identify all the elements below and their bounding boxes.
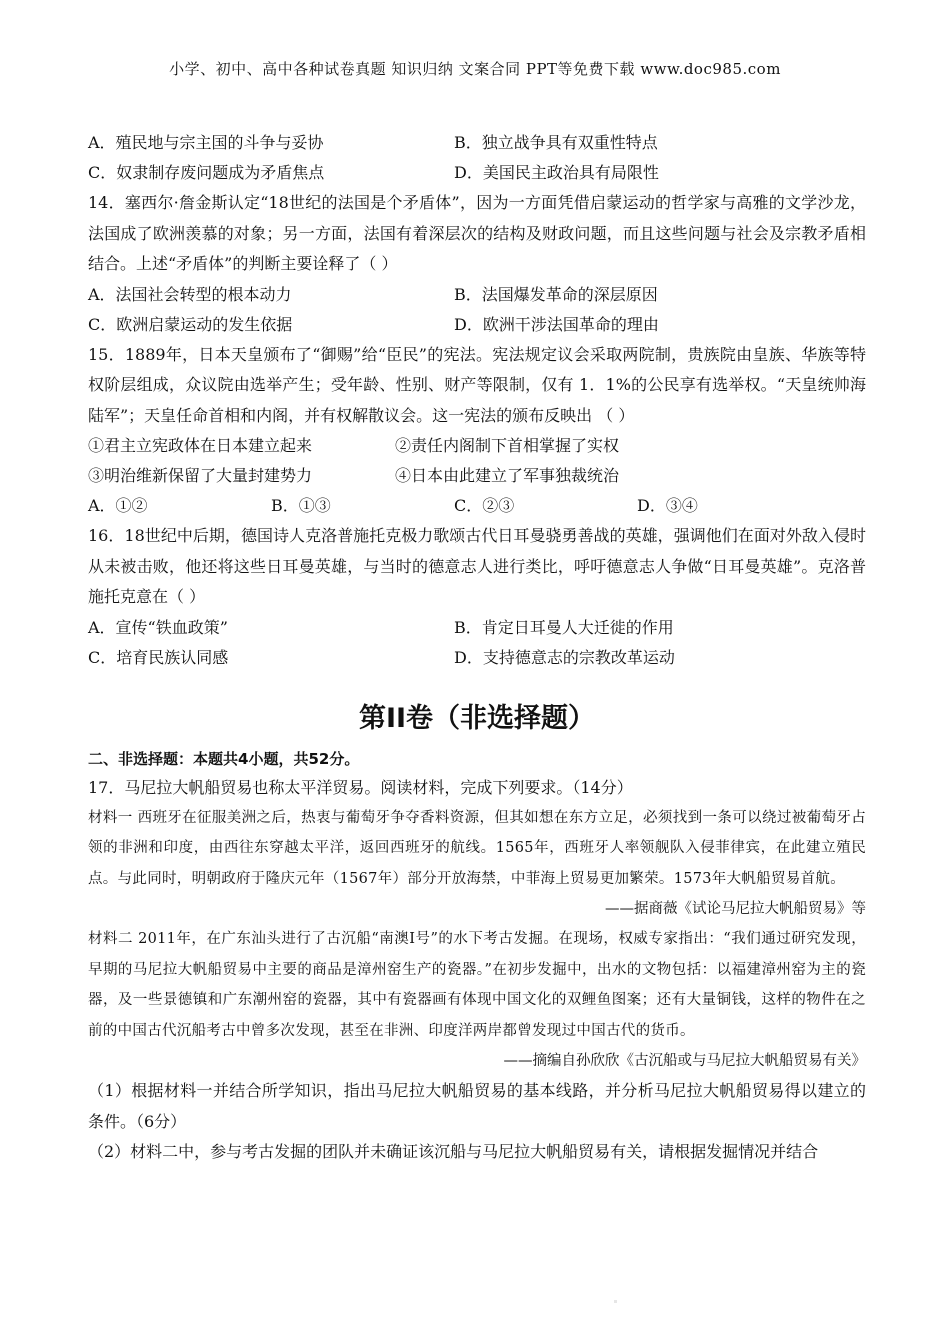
q16-options-row-1: [88, 613, 866, 643]
q17-subquestion-2: （2）材料二中，参与考古发掘的团队并未确证该沉船与马尼拉大帆船贸易有关，请根据发掘情况并结合: [88, 1142, 819, 1161]
q15-option-d[interactable]: D．③④: [637, 496, 698, 515]
q16-options-row-2: [88, 643, 866, 673]
q15-statement-4: ④日本由此建立了军事独裁统治: [395, 466, 620, 485]
q15-statements-row-1: [88, 431, 866, 461]
q14-option-b[interactable]: B．法国爆发革命的深层原因: [454, 284, 658, 304]
q13-option-a[interactable]: A．殖民地与宗主国的斗争与妥协: [88, 133, 324, 152]
q16-option-b[interactable]: B．肯定日耳曼人大迁徙的作用: [454, 617, 674, 637]
q17-source-1: ——据商薇《试论马尼拉大帆船贸易》等: [605, 901, 866, 917]
q15-statement-2: ②责任内阁制下首相掌握了实权: [395, 436, 620, 455]
q15-statement-3: ③明治维新保留了大量封建势力: [88, 466, 313, 485]
q15-option-c[interactable]: C．②③: [454, 496, 515, 515]
q15-statement-1: ①君主立宪政体在日本建立起来: [88, 436, 313, 455]
q13-option-d[interactable]: D．美国民主政治具有局限性: [454, 163, 659, 182]
q15-option-a[interactable]: A．①②: [88, 496, 148, 515]
q15-stem: 15．1889年，日本天皇颁布了“御赐”给“臣民”的宪法。宪法规定议会采取两院制，贵族院由皇族、华族等特权阶层组成，众议院由选举产生；受年龄、性别、财产等限制，仅有 1．1%的公民享有选举权。“天皇统帅海陆军”；天皇任命首相和内阁，并有权解散议会。这一宪法的颁布反映出 （ ）: [88, 344, 866, 425]
q15-options: [88, 491, 866, 521]
q15-option-b[interactable]: B．①③: [271, 496, 331, 515]
q16-stem: 16．18世纪中后期，德国诗人克洛普施托克极力歌颂古代日耳曼骁勇善战的英雄，强调他们在面对外敌入侵时从未被击败，他还将这些日耳曼英雄，与当时的德意志人进行类比，呼吁德意志人争做“日耳曼英雄”。克洛普施托克意在（ ）: [88, 526, 866, 606]
q13-options-row-1: [88, 128, 866, 158]
q14-options-row-1: [88, 280, 866, 310]
q16-option-d[interactable]: D．支持德意志的宗教改革运动: [454, 647, 675, 667]
q17-source-2: ——摘编自孙欣欣《古沉船或与马尼拉大帆船贸易有关》: [503, 1053, 866, 1069]
q14-stem: 14．塞西尔·詹金斯认定“18世纪的法国是个矛盾体”，因为一方面凭借启蒙运动的哲学家与高雅的文学沙龙，法国成了欧洲羡慕的对象；另一方面，法国有着深层次的结构及财政问题，而且这些问题与社会及宗教矛盾相结合。上述“矛盾体”的判断主要诠释了（ ）: [88, 193, 866, 273]
q16-option-c[interactable]: C．培育民族认同感: [88, 647, 229, 667]
scan-speck: [614, 1300, 617, 1303]
q15-statements-row-2: [88, 461, 866, 491]
q13-option-b[interactable]: B．独立战争具有双重性特点: [454, 133, 658, 152]
q17-material-1: 材料一 西班牙在征服美洲之后，热衷与葡萄牙争夺香料资源，但其如想在东方立足，必须找到一条可以绕过被葡萄牙占领的非洲和印度，由西往东穿越太平洋，返回西班牙的航线。1565年，西班牙人率领舰队入侵菲律宾，在此建立殖民点。与此同时，明朝政府于隆庆元年（1567年）部分开放海禁，中菲海上贸易更加繁荣。1573年大帆船贸易首航。: [88, 809, 866, 887]
q14-option-d[interactable]: D．欧洲干涉法国革命的理由: [454, 314, 659, 334]
section-title: 第II卷（非选择题）: [358, 702, 596, 734]
q17-subquestion-1: （1）根据材料一并结合所学知识，指出马尼拉大帆船贸易的基本线路，并分析马尼拉大帆船贸易得以建立的条件。（6分）: [88, 1081, 866, 1131]
q13-option-c[interactable]: C．奴隶制存废问题成为矛盾焦点: [88, 163, 325, 182]
q17-stem: 17．马尼拉大帆船贸易也称太平洋贸易。阅读材料，完成下列要求。（14分）: [88, 777, 633, 797]
exam-content: [88, 128, 866, 1167]
section-subtitle: 二、非选择题：本题共4小题，共52分。: [88, 749, 360, 768]
page-header: 小学、初中、高中各种试卷真题 知识归纳 文案合同 PPT等免费下载 www.doc985.com: [169, 60, 781, 78]
q14-options-row-2: [88, 310, 866, 340]
q14-option-c[interactable]: C．欧洲启蒙运动的发生依据: [88, 314, 293, 334]
q13-options-row-2: [88, 158, 866, 188]
q14-option-a[interactable]: A．法国社会转型的根本动力: [88, 284, 292, 304]
q16-option-a[interactable]: A．宣传“铁血政策”: [88, 617, 228, 637]
q17-material-2: 材料二 2011年，在广东汕头进行了古沉船“南澳Ⅰ号”的水下考古发掘。在现场，权威专家指出：“我们通过研究发现，早期的马尼拉大帆船贸易中主要的商品是漳州窑生产的瓷器。”在初步发掘中，出水的文物包括：以福建漳州窑为主的瓷器，及一些景德镇和广东潮州窑的瓷器，其中有瓷器画有体现中国文化的双鲤鱼图案；还有大量铜钱，这样的物件在之前的中国古代沉船考古中曾多次发现，甚至在非洲、印度洋两岸都曾发现过中国古代的货币。: [88, 931, 866, 1039]
